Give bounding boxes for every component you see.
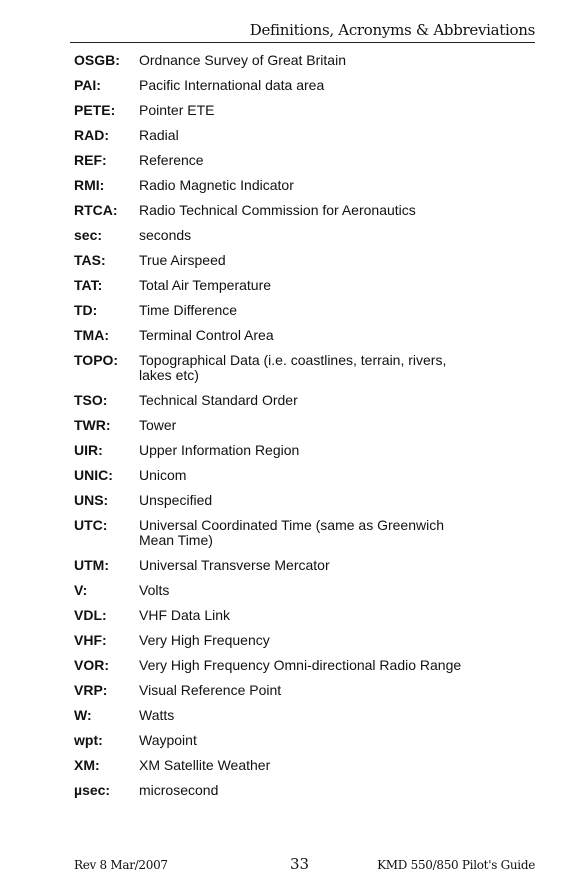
entry-definition: Reference xyxy=(139,152,204,168)
entry-term: OSGB: xyxy=(74,52,120,68)
definition-entry xyxy=(74,103,474,118)
entry-definition: Visual Reference Point xyxy=(139,682,282,698)
entry-definition: Upper Information Region xyxy=(139,442,300,458)
entry-term: RMI: xyxy=(74,177,105,193)
definition-entry xyxy=(74,443,474,458)
entry-definition: microsecond xyxy=(139,782,219,798)
entry-term: wpt: xyxy=(74,732,103,748)
definition-entry xyxy=(74,253,474,268)
definition-entry xyxy=(74,393,474,408)
entry-term: TD: xyxy=(74,302,98,318)
entry-term: TAT: xyxy=(74,277,103,293)
definition-entry xyxy=(74,328,474,343)
entry-term: REF: xyxy=(74,152,107,168)
entry-definition: Radio Technical Commission for Aeronautics xyxy=(139,202,416,218)
definition-entry xyxy=(74,203,474,218)
definition-entry xyxy=(74,128,474,143)
entry-definition: Terminal Control Area xyxy=(139,327,274,343)
definition-entry xyxy=(74,633,474,648)
entry-term: VOR: xyxy=(74,657,109,673)
entry-definition: Topographical Data (i.e. coastlines, terrain, rivers, lakes etc) xyxy=(139,352,447,383)
entry-term: W: xyxy=(74,707,92,723)
entry-definition: seconds xyxy=(139,227,192,243)
definition-entry xyxy=(74,303,474,318)
definitions-list xyxy=(74,53,474,808)
definition-entry xyxy=(74,468,474,483)
entry-definition: Watts xyxy=(139,707,175,723)
entry-definition: Pacific International data area xyxy=(139,77,325,93)
entry-definition: Waypoint xyxy=(139,732,197,748)
definition-entry xyxy=(74,558,474,573)
entry-term: UTC: xyxy=(74,517,108,533)
entry-definition: Tower xyxy=(139,417,177,433)
entry-term: TOPO: xyxy=(74,352,119,368)
definition-entry xyxy=(74,53,474,68)
entry-term: XM: xyxy=(74,757,100,773)
definition-entry xyxy=(74,418,474,433)
definition-entry xyxy=(74,608,474,623)
entry-definition: Radio Magnetic Indicator xyxy=(139,177,294,193)
entry-definition: True Airspeed xyxy=(139,252,226,268)
definition-entry xyxy=(74,278,474,293)
definition-entry xyxy=(74,683,474,698)
entry-definition: Universal Transverse Mercator xyxy=(139,557,330,573)
entry-term: VRP: xyxy=(74,682,108,698)
entry-term: VDL: xyxy=(74,607,107,623)
entry-definition: XM Satellite Weather xyxy=(139,757,271,773)
revision-label: Rev 8 Mar/2007 xyxy=(74,858,168,872)
entry-term: TSO: xyxy=(74,392,108,408)
entry-definition: Unicom xyxy=(139,467,187,483)
definition-entry xyxy=(74,518,474,548)
entry-definition: Technical Standard Order xyxy=(139,392,298,408)
entry-term: PAI: xyxy=(74,77,101,93)
page-title: Definitions, Acronyms & Abbreviations xyxy=(249,21,535,39)
entry-term: RAD: xyxy=(74,127,109,143)
definition-entry xyxy=(74,658,474,673)
entry-term: sec: xyxy=(74,227,103,243)
definition-entry xyxy=(74,493,474,508)
entry-term: VHF: xyxy=(74,632,107,648)
entry-definition: Ordnance Survey of Great Britain xyxy=(139,52,346,68)
definition-entry xyxy=(74,153,474,168)
definition-entry xyxy=(74,228,474,243)
entry-definition: VHF Data Link xyxy=(139,607,231,623)
page-number: 33 xyxy=(290,855,310,873)
entry-definition: Time Difference xyxy=(139,302,238,318)
entry-definition: Very High Frequency xyxy=(139,632,270,648)
definition-entry xyxy=(74,583,474,598)
definition-entry xyxy=(74,783,474,798)
guide-title: KMD 550/850 Pilot's Guide xyxy=(377,858,535,872)
entry-definition: Volts xyxy=(139,582,170,598)
entry-term: V: xyxy=(74,582,88,598)
entry-term: µsec: xyxy=(74,782,111,798)
definition-entry xyxy=(74,178,474,193)
definition-entry xyxy=(74,708,474,723)
entry-term: TWR: xyxy=(74,417,111,433)
definition-entry xyxy=(74,353,474,383)
definition-entry xyxy=(74,78,474,93)
entry-term: RTCA: xyxy=(74,202,118,218)
entry-definition: Universal Coordinated Time (same as Greenwich Mean Time) xyxy=(139,517,445,548)
entry-term: UIR: xyxy=(74,442,103,458)
definition-entry xyxy=(74,758,474,773)
entry-term: PETE: xyxy=(74,102,116,118)
page-footer xyxy=(74,855,535,875)
entry-term: UNS: xyxy=(74,492,109,508)
entry-term: UNIC: xyxy=(74,467,113,483)
entry-definition: Very High Frequency Omni-directional Radio Range xyxy=(139,657,462,673)
definition-entry xyxy=(74,733,474,748)
entry-definition: Radial xyxy=(139,127,179,143)
entry-definition: Pointer ETE xyxy=(139,102,215,118)
entry-definition: Total Air Temperature xyxy=(139,277,272,293)
entry-term: TMA: xyxy=(74,327,109,343)
entry-term: UTM: xyxy=(74,557,109,573)
entry-definition: Unspecified xyxy=(139,492,213,508)
entry-term: TAS: xyxy=(74,252,106,268)
page-header xyxy=(70,20,535,43)
